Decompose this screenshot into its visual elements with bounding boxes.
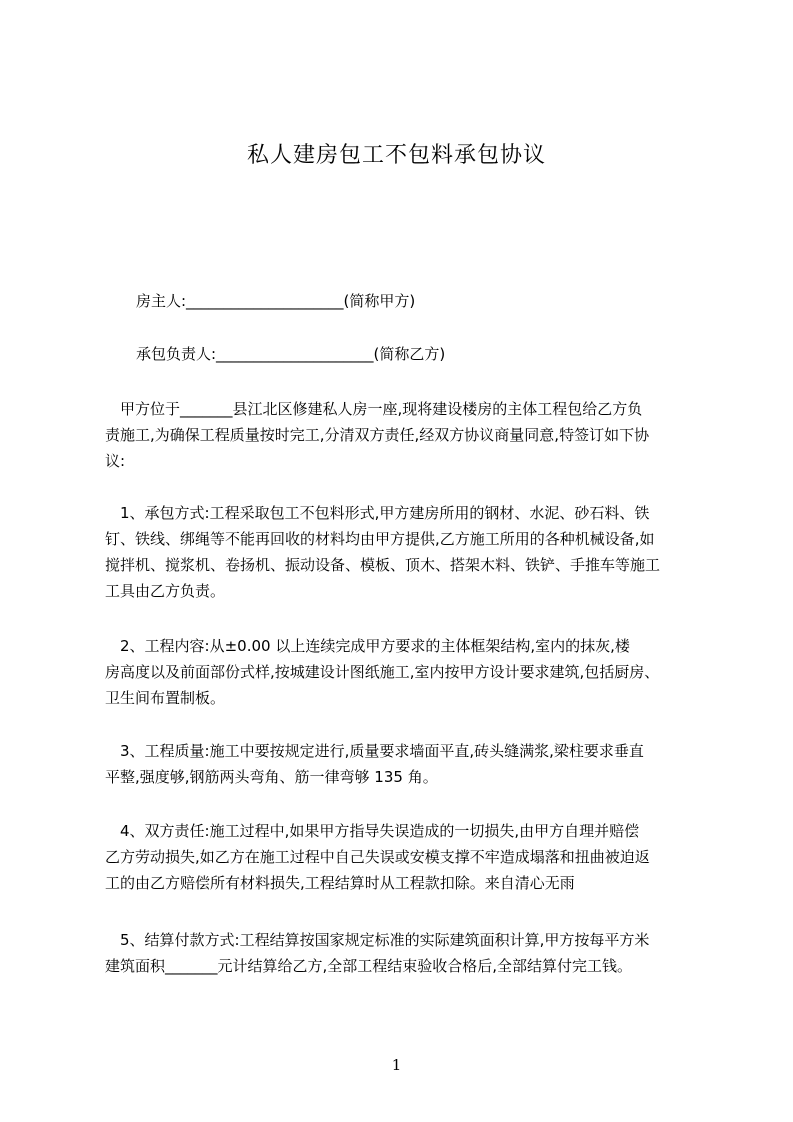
clause-line: 卫生间布置制板。	[105, 689, 226, 707]
clause-line: 建筑面积_______元计结算给乙方,全部工程结束验收合格后,全部结算付完工钱。	[105, 957, 633, 975]
clause-line: 钉、铁线、绑绳等不能再回收的材料均由甲方提供,乙方施工所用的各种机械设备,如	[105, 530, 655, 548]
intro-paragraph	[105, 396, 705, 474]
clause-line: 工具由乙方负责。	[105, 582, 226, 600]
clause-line: 3、工程质量:施工中要按规定进行,质量要求墙面平直,砖头缝满浆,梁柱要求垂直	[105, 742, 644, 760]
clause-line: 平整,强度够,钢筋两头弯角、筋一律弯够 135 角。	[105, 768, 438, 786]
clause-4-responsibilities	[105, 818, 705, 896]
clause-line: 房高度以及前面部份式样,按城建设计图纸施工,室内按甲方设计要求建筑,包括厨房、	[105, 663, 660, 681]
intro-line: 责施工,为确保工程质量按时完工,分清双方责任,经双方协议商量同意,特签订如下协	[105, 426, 650, 444]
clause-3-work-quality	[105, 738, 705, 790]
clause-line: 4、双方责任:施工过程中,如果甲方指导失误造成的一切损失,由甲方自理并赔偿	[105, 822, 640, 840]
clause-line: 5、结算付款方式:工程结算按国家规定标准的实际建筑面积计算,甲方按每平方米	[105, 931, 650, 949]
clause-line: 2、工程内容:从±0.00 以上连续完成甲方要求的主体框架结构,室内的抹灰,楼	[105, 637, 630, 655]
clause-line: 工的由乙方赔偿所有材料损失,工程结算时从工程款扣除。来自清心无雨	[105, 874, 575, 892]
clause-line: 搅拌机、搅浆机、卷扬机、振动设备、模板、顶木、搭架木料、铁铲、手推车等施工	[105, 556, 661, 574]
intro-line: 议:	[105, 452, 126, 470]
page-number: 1	[391, 1056, 402, 1074]
intro-line: 甲方位于_______县江北区修建私人房一座,现将建设楼房的主体工程包给乙方负	[105, 400, 643, 418]
document-title: 私人建房包工不包料承包协议	[246, 143, 546, 168]
clause-2-work-content	[105, 633, 705, 711]
clause-5-settlement	[105, 927, 705, 979]
contractor-line: 承包负责人:_____________________(简称乙方)	[136, 345, 446, 363]
clause-line: 乙方劳动损失,如乙方在施工过程中自己失误或安模支撑不牢造成塌落和扭曲被迫返	[105, 848, 650, 866]
owner-line: 房主人:_____________________(简称甲方)	[136, 292, 416, 310]
clause-1-contract-method	[105, 500, 705, 604]
clause-line: 1、承包方式:工程采取包工不包料形式,甲方建房所用的钢材、水泥、砂石料、铁	[105, 504, 650, 522]
